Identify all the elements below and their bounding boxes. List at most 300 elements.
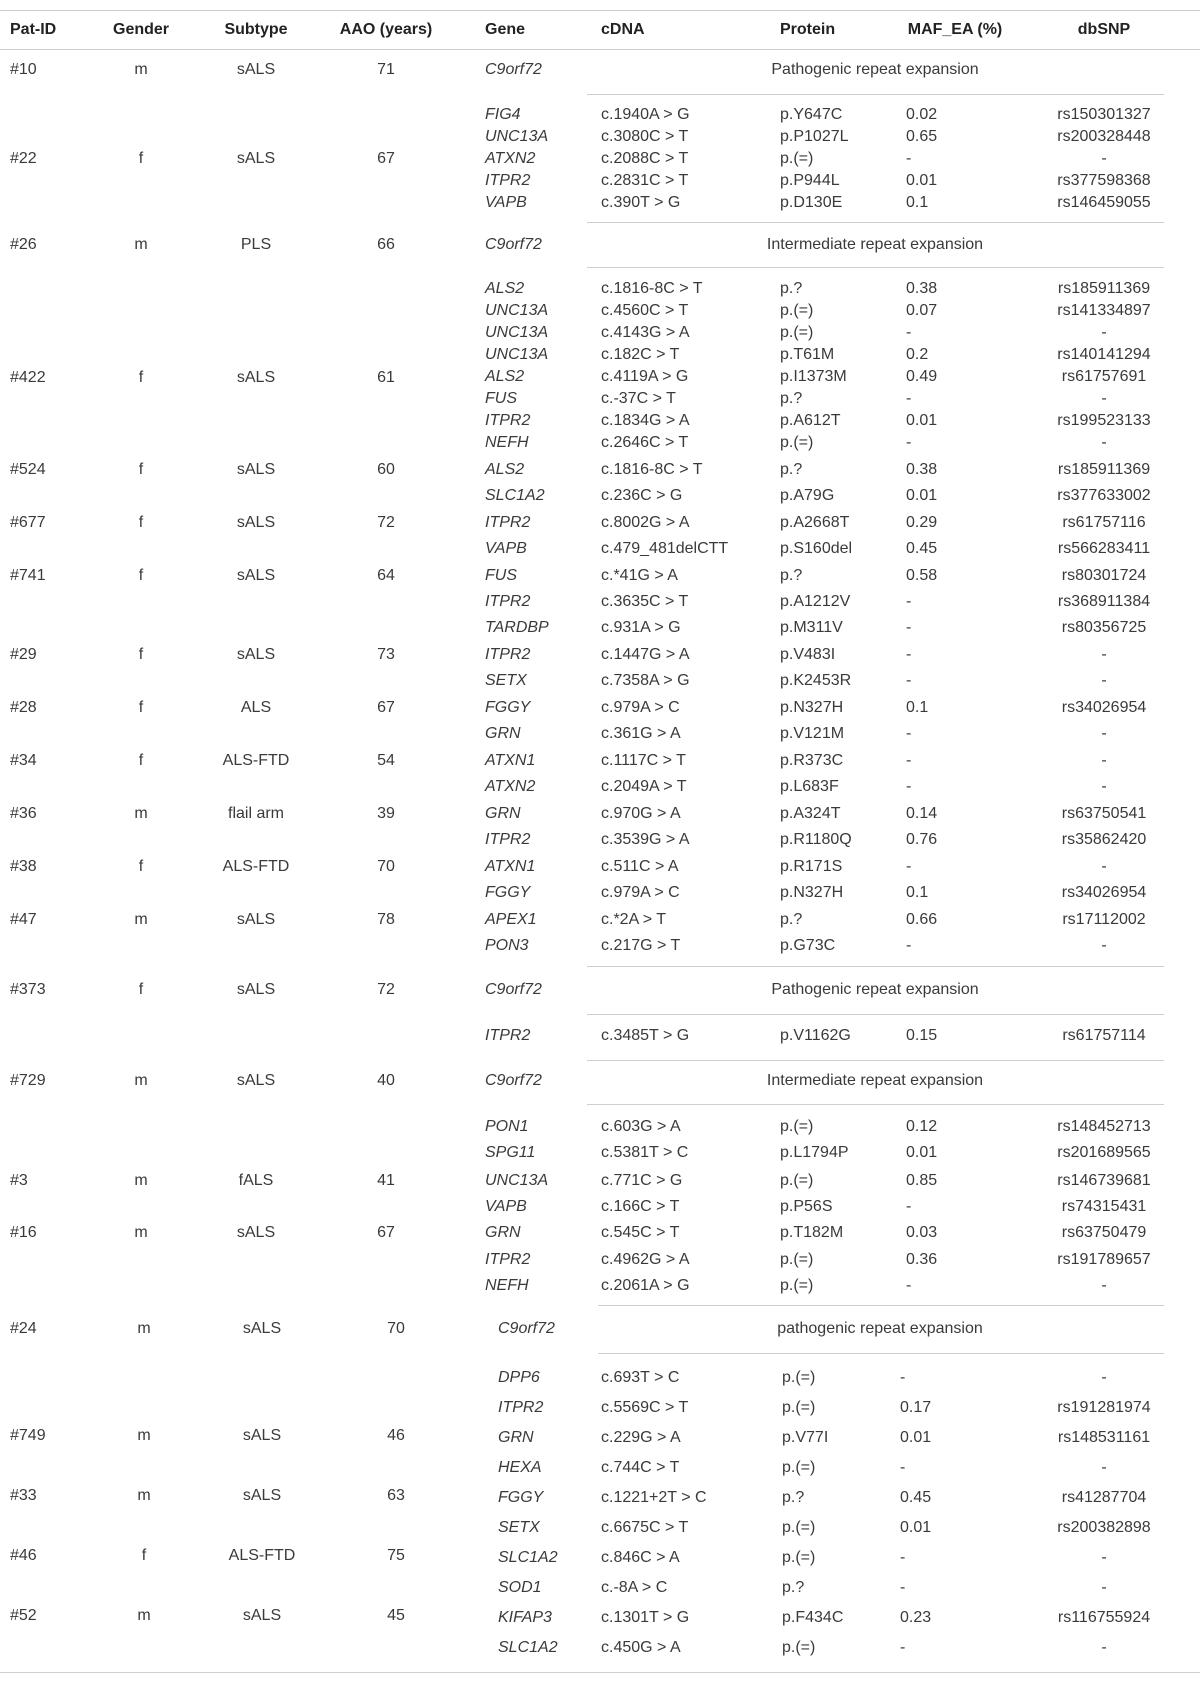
patient-subtype: sALS	[236, 1072, 276, 1089]
variant-protein: p.(=)	[780, 150, 814, 167]
variant-protein: p.L683F	[780, 778, 839, 795]
variant-cdna: c.931A > G	[601, 619, 681, 636]
variant-gene: FUS	[485, 567, 517, 584]
variant-cdna: c.3635C > T	[601, 593, 689, 610]
variant-cdna: c.4143G > A	[601, 324, 690, 341]
variant-protein: p.(=)	[780, 1251, 814, 1268]
variant-cdna: c.7358A > G	[601, 672, 690, 689]
patient-gender: m	[134, 805, 148, 822]
patient-subtype: ALS	[240, 699, 272, 716]
variant-cdna: c.771C > G	[601, 1172, 683, 1189]
variant-maf: 0.23	[900, 1609, 932, 1626]
column-header: Gender	[112, 21, 170, 38]
variant-maf: 0.2	[906, 346, 929, 363]
patient-subtype: sALS	[236, 1224, 276, 1241]
patient-subtype: sALS	[236, 981, 276, 998]
column-header: Protein	[780, 21, 836, 38]
patient-id: #3	[10, 1172, 28, 1189]
variant-cdna: c.479_481delCTT	[601, 540, 729, 557]
variant-cdna: c.4560C > T	[601, 302, 689, 319]
variant-protein: p.?	[780, 390, 803, 407]
variant-maf: 0.58	[906, 567, 938, 584]
patient-id: #26	[10, 236, 37, 253]
patient-aao: 75	[387, 1547, 405, 1564]
expansion-gene: C9orf72	[485, 981, 542, 998]
patient-aao: 63	[387, 1487, 405, 1504]
variant-maf: -	[900, 1579, 906, 1596]
variant-gene: APEX1	[485, 911, 537, 928]
variant-maf: 0.01	[906, 1144, 938, 1161]
expansion-rule	[587, 1014, 1164, 1015]
patient-subtype: fALS	[238, 1172, 274, 1189]
patient-aao: 41	[377, 1172, 395, 1189]
variant-protein: p.?	[780, 280, 803, 297]
variant-gene: ITPR2	[498, 1399, 544, 1416]
expansion-rule	[587, 267, 1164, 268]
patient-aao: 72	[377, 514, 395, 531]
patient-id: #741	[10, 567, 46, 584]
variant-gene: SPG11	[485, 1144, 536, 1161]
variant-protein: p.A1212V	[780, 593, 851, 610]
variant-cdna: c.970G > A	[601, 805, 681, 822]
patient-subtype: sALS	[236, 369, 276, 386]
variant-dbsnp: -	[1101, 1277, 1107, 1294]
column-header: Pat-ID	[10, 21, 57, 38]
variant-dbsnp: -	[1101, 324, 1107, 341]
variant-maf: 0.14	[906, 805, 938, 822]
variant-cdna: c.1301T > G	[601, 1609, 690, 1626]
variant-maf: 0.49	[906, 368, 938, 385]
variant-protein: p.?	[782, 1579, 805, 1596]
variant-cdna: c.-37C > T	[601, 390, 676, 407]
variant-cdna: c.217G > T	[601, 937, 681, 954]
column-header: dbSNP	[1077, 21, 1131, 38]
variant-gene: SLC1A2	[498, 1549, 558, 1566]
variant-gene: VAPB	[485, 1198, 527, 1215]
patient-gender: f	[138, 981, 144, 998]
patient-gender: m	[137, 1427, 151, 1444]
variant-maf: 0.45	[906, 540, 938, 557]
variant-protein: p.A79G	[780, 487, 835, 504]
variant-dbsnp: rs146459055	[1057, 194, 1151, 211]
variant-dbsnp: rs17112002	[1062, 911, 1146, 928]
variant-dbsnp: rs377598368	[1057, 172, 1151, 189]
variant-cdna: c.229G > A	[601, 1429, 681, 1446]
variant-dbsnp: rs61757114	[1062, 1027, 1146, 1044]
variant-gene: ITPR2	[485, 172, 531, 189]
variant-dbsnp: rs191281974	[1057, 1399, 1151, 1416]
variant-maf: 0.38	[906, 461, 938, 478]
variant-protein: p.A2668T	[780, 514, 850, 531]
variant-protein: p.M311V	[780, 619, 843, 636]
patient-id: #677	[10, 514, 46, 531]
variant-maf: -	[900, 1639, 906, 1656]
variant-maf: -	[906, 150, 912, 167]
variant-cdna: c.846C > A	[601, 1549, 680, 1566]
variant-cdna: c.2646C > T	[601, 434, 689, 451]
variant-dbsnp: rs140141294	[1057, 346, 1151, 363]
patient-id: #10	[10, 61, 37, 78]
section-rule	[587, 222, 1164, 223]
patient-gender: m	[134, 1172, 148, 1189]
variant-maf: 0.17	[900, 1399, 932, 1416]
variant-dbsnp: -	[1101, 646, 1107, 663]
patient-gender: m	[134, 1224, 148, 1241]
variant-dbsnp: rs80356725	[1061, 619, 1147, 636]
patient-subtype: ALS-FTD	[222, 752, 290, 769]
variant-gene: SLC1A2	[498, 1639, 558, 1656]
patient-subtype: sALS	[242, 1320, 282, 1337]
patient-id: #33	[10, 1487, 37, 1504]
variant-protein: p.I1373M	[780, 368, 847, 385]
variant-dbsnp: rs80301724	[1061, 567, 1147, 584]
variant-gene: ATXN1	[485, 752, 536, 769]
patient-gender: m	[134, 61, 148, 78]
variant-gene: UNC13A	[485, 1172, 549, 1189]
variant-gene: TARDBP	[485, 619, 549, 636]
variant-cdna: c.2088C > T	[601, 150, 689, 167]
variant-protein: p.(=)	[782, 1549, 816, 1566]
variant-gene: FGGY	[485, 884, 531, 901]
variant-maf: 0.66	[906, 911, 938, 928]
patient-gender: f	[138, 567, 144, 584]
patient-id: #373	[10, 981, 46, 998]
variant-dbsnp: rs34026954	[1061, 699, 1147, 716]
variant-gene: UNC13A	[485, 128, 549, 145]
patient-id: #22	[10, 150, 37, 167]
patient-gender: m	[137, 1487, 151, 1504]
patient-aao: 45	[387, 1607, 405, 1624]
expansion-gene: C9orf72	[485, 236, 542, 253]
variant-protein: p.R171S	[780, 858, 843, 875]
variant-protein: p.N327H	[780, 699, 844, 716]
variant-cdna: c.2831C > T	[601, 172, 689, 189]
expansion-gene: C9orf72	[485, 1072, 542, 1089]
patient-id: #36	[10, 805, 37, 822]
variant-dbsnp: rs61757691	[1061, 368, 1147, 385]
patient-aao: 72	[377, 981, 395, 998]
variant-maf: -	[906, 593, 912, 610]
variant-maf: -	[906, 390, 912, 407]
variant-gene: FGGY	[485, 699, 531, 716]
variant-dbsnp: -	[1101, 1549, 1107, 1566]
variant-dbsnp: -	[1101, 752, 1107, 769]
patient-aao: 71	[377, 61, 395, 78]
patient-gender: f	[138, 699, 144, 716]
variant-cdna: c.166C > T	[601, 1198, 680, 1215]
variant-protein: p.R373C	[780, 752, 844, 769]
variant-cdna: c.979A > C	[601, 884, 680, 901]
variant-dbsnp: -	[1101, 937, 1107, 954]
patient-gender: m	[137, 1320, 151, 1337]
variant-protein: p.(=)	[780, 1118, 814, 1135]
variant-maf: -	[906, 937, 912, 954]
variant-cdna: c.744C > T	[601, 1459, 680, 1476]
variant-dbsnp: rs150301327	[1057, 106, 1151, 123]
variant-cdna: c.2061A > G	[601, 1277, 690, 1294]
patient-subtype: sALS	[242, 1427, 282, 1444]
section-rule	[587, 1060, 1164, 1061]
patient-gender: f	[138, 461, 144, 478]
variant-protein: p.R1180Q	[780, 831, 852, 848]
column-header: cDNA	[601, 21, 645, 38]
variant-cdna: c.1816-8C > T	[601, 280, 703, 297]
patient-aao: 67	[377, 699, 395, 716]
patient-gender: f	[138, 369, 144, 386]
patient-id: #46	[10, 1547, 37, 1564]
variant-dbsnp: -	[1101, 725, 1107, 742]
variant-cdna: c.*2A > T	[601, 911, 667, 928]
variant-dbsnp: rs63750479	[1061, 1224, 1147, 1241]
variant-cdna: c.511C > A	[601, 858, 679, 875]
patient-subtype: sALS	[236, 461, 276, 478]
variant-maf: 0.12	[906, 1118, 938, 1135]
variant-gene: GRN	[498, 1429, 534, 1446]
patient-gender: m	[134, 236, 148, 253]
variant-maf: 0.07	[906, 302, 938, 319]
variant-maf: 0.01	[906, 412, 938, 429]
table-top-rule	[0, 10, 1200, 11]
patient-id: #24	[10, 1320, 37, 1337]
variant-cdna: c.1447G > A	[601, 646, 690, 663]
variant-gene: ITPR2	[485, 514, 531, 531]
patient-id: #524	[10, 461, 46, 478]
patient-subtype: PLS	[240, 236, 272, 253]
variant-gene: ITPR2	[485, 1251, 531, 1268]
variant-cdna: c.*41G > A	[601, 567, 678, 584]
variant-maf: 0.76	[906, 831, 938, 848]
variant-maf: -	[906, 725, 912, 742]
variant-dbsnp: rs199523133	[1057, 412, 1151, 429]
patient-aao: 39	[377, 805, 395, 822]
variant-cdna: c.1221+2T > C	[601, 1489, 707, 1506]
variant-protein: p.?	[780, 911, 803, 928]
variant-dbsnp: rs63750541	[1061, 805, 1147, 822]
variant-maf: 0.15	[906, 1027, 938, 1044]
variant-gene: UNC13A	[485, 324, 549, 341]
variant-protein: p.T182M	[780, 1224, 844, 1241]
patient-aao: 60	[377, 461, 395, 478]
patient-gender: f	[138, 752, 144, 769]
variant-maf: 0.03	[906, 1224, 938, 1241]
variant-gene: ITPR2	[485, 1027, 531, 1044]
patient-aao: 66	[377, 236, 395, 253]
variant-gene: UNC13A	[485, 302, 549, 319]
variant-dbsnp: rs61757116	[1062, 514, 1146, 531]
variant-gene: HEXA	[498, 1459, 542, 1476]
variant-maf: 0.45	[900, 1489, 932, 1506]
section-rule	[598, 1305, 1164, 1306]
expansion-description: Intermediate repeat expansion	[766, 236, 984, 253]
variant-protein: p.?	[780, 461, 803, 478]
variant-protein: p.(=)	[780, 1277, 814, 1294]
expansion-rule	[587, 94, 1164, 95]
patient-aao: 64	[377, 567, 395, 584]
variant-dbsnp: rs200382898	[1057, 1519, 1151, 1536]
variant-maf: 0.01	[900, 1519, 932, 1536]
variant-cdna: c.390T > G	[601, 194, 681, 211]
variant-gene: KIFAP3	[498, 1609, 552, 1626]
patient-aao: 40	[377, 1072, 395, 1089]
patient-gender: f	[138, 858, 144, 875]
variant-cdna: c.3539G > A	[601, 831, 690, 848]
expansion-description: Intermediate repeat expansion	[766, 1072, 984, 1089]
patient-id: #729	[10, 1072, 46, 1089]
variant-maf: 0.1	[906, 884, 929, 901]
variant-dbsnp: -	[1101, 1459, 1107, 1476]
variant-protein: p.(=)	[782, 1369, 816, 1386]
variant-maf: 0.36	[906, 1251, 938, 1268]
variant-cdna: c.1940A > G	[601, 106, 690, 123]
patient-subtype: sALS	[242, 1607, 282, 1624]
patient-id: #52	[10, 1607, 37, 1624]
table-bottom-rule	[0, 1672, 1200, 1673]
patient-gender: m	[137, 1607, 151, 1624]
variant-gene: ALS2	[485, 280, 525, 297]
variant-dbsnp: rs185911369	[1057, 461, 1151, 478]
variant-protein: p.L1794P	[780, 1144, 849, 1161]
variant-maf: -	[906, 434, 912, 451]
variant-protein: p.V121M	[780, 725, 845, 742]
patient-subtype: sALS	[236, 911, 276, 928]
variant-protein: p.?	[780, 567, 803, 584]
variant-gene: FIG4	[485, 106, 521, 123]
variant-gene: PON3	[485, 937, 529, 954]
variant-gene: GRN	[485, 1224, 521, 1241]
variant-cdna: c.4119A > G	[601, 368, 689, 385]
variant-maf: 0.65	[906, 128, 938, 145]
column-header: AAO (years)	[339, 21, 433, 38]
column-header: Subtype	[224, 21, 288, 38]
variant-dbsnp: rs148531161	[1057, 1429, 1151, 1446]
variant-gene: SOD1	[498, 1579, 542, 1596]
variant-gene: VAPB	[485, 194, 527, 211]
variant-dbsnp: rs566283411	[1057, 540, 1151, 557]
variant-maf: 0.01	[906, 487, 938, 504]
patient-id: #28	[10, 699, 37, 716]
variant-gene: ITPR2	[485, 831, 531, 848]
variant-protein: p.A324T	[780, 805, 841, 822]
variant-cdna: c.603G > A	[601, 1118, 681, 1135]
variant-dbsnp: rs368911384	[1057, 593, 1151, 610]
variant-maf: -	[906, 672, 912, 689]
variant-maf: 0.29	[906, 514, 938, 531]
variant-gene: ITPR2	[485, 412, 531, 429]
patient-aao: 54	[377, 752, 395, 769]
patient-id: #34	[10, 752, 37, 769]
variant-dbsnp: rs141334897	[1057, 302, 1151, 319]
variant-protein: p.T61M	[780, 346, 835, 363]
variant-cdna: c.979A > C	[601, 699, 680, 716]
variant-dbsnp: rs34026954	[1061, 884, 1147, 901]
variant-maf: -	[900, 1549, 906, 1566]
patient-aao: 78	[377, 911, 395, 928]
variant-protein: p.Y647C	[780, 106, 843, 123]
expansion-rule	[598, 1353, 1164, 1354]
patient-subtype: sALS	[236, 567, 276, 584]
variant-cdna: c.6675C > T	[601, 1519, 689, 1536]
variant-gene: FGGY	[498, 1489, 544, 1506]
variant-maf: -	[906, 646, 912, 663]
variant-protein: p.V1162G	[780, 1027, 851, 1044]
patient-gender: f	[138, 646, 144, 663]
patient-gender: f	[141, 1547, 147, 1564]
variant-maf: -	[906, 858, 912, 875]
variant-dbsnp: -	[1101, 858, 1107, 875]
patient-id: #16	[10, 1224, 37, 1241]
variant-cdna: c.4962G > A	[601, 1251, 690, 1268]
variant-dbsnp: rs191789657	[1057, 1251, 1151, 1268]
variant-maf: 0.85	[906, 1172, 938, 1189]
patient-subtype: ALS-FTD	[228, 1547, 296, 1564]
variant-protein: p.(=)	[780, 434, 814, 451]
patient-subtype: sALS	[236, 61, 276, 78]
variant-gene: ATXN2	[485, 150, 536, 167]
section-rule	[587, 966, 1164, 967]
variant-protein: p.(=)	[782, 1639, 816, 1656]
column-header: Gene	[485, 21, 526, 38]
variant-dbsnp: rs74315431	[1061, 1198, 1147, 1215]
variant-protein: p.K2453R	[780, 672, 852, 689]
variant-protein: p.A612T	[780, 412, 841, 429]
variant-dbsnp: rs146739681	[1057, 1172, 1151, 1189]
variant-dbsnp: -	[1101, 150, 1107, 167]
variant-maf: 0.38	[906, 280, 938, 297]
patient-aao: 61	[377, 369, 395, 386]
variant-cdna: c.236C > G	[601, 487, 683, 504]
variant-gene: GRN	[485, 805, 521, 822]
variant-protein: p.(=)	[780, 324, 814, 341]
patient-id: #47	[10, 911, 37, 928]
variant-protein: p.V77I	[782, 1429, 829, 1446]
variant-gene: ATXN2	[485, 778, 536, 795]
variant-dbsnp: rs35862420	[1061, 831, 1147, 848]
variant-cdna: c.182C > T	[601, 346, 680, 363]
variant-cdna: c.-8A > C	[601, 1579, 668, 1596]
header-rule	[0, 49, 1200, 50]
variant-maf: -	[906, 1198, 912, 1215]
patient-aao: 67	[377, 1224, 395, 1241]
patient-gender: f	[138, 514, 144, 531]
variant-maf: 0.1	[906, 699, 929, 716]
variant-gene: ALS2	[485, 368, 525, 385]
patient-subtype: sALS	[242, 1487, 282, 1504]
variant-protein: p.S160del	[780, 540, 853, 557]
expansion-description: Pathogenic repeat expansion	[771, 981, 979, 998]
variant-dbsnp: rs201689565	[1057, 1144, 1151, 1161]
variant-gene: VAPB	[485, 540, 527, 557]
variant-maf: 0.01	[900, 1429, 932, 1446]
variant-protein: p.(=)	[780, 1172, 814, 1189]
variant-protein: p.P944L	[780, 172, 840, 189]
variant-cdna: c.1117C > T	[601, 752, 686, 769]
variant-protein: p.(=)	[782, 1459, 816, 1476]
column-header: MAF_EA (%)	[907, 21, 1003, 38]
variant-gene: ITPR2	[485, 646, 531, 663]
variant-gene: DPP6	[498, 1369, 540, 1386]
patient-subtype: sALS	[236, 514, 276, 531]
variant-gene: PON1	[485, 1118, 529, 1135]
patient-id: #422	[10, 369, 46, 386]
variant-protein: p.D130E	[780, 194, 843, 211]
expansion-description: pathogenic repeat expansion	[777, 1320, 983, 1337]
variant-gene: GRN	[485, 725, 521, 742]
variant-cdna: c.2049A > T	[601, 778, 687, 795]
patient-gender: m	[134, 911, 148, 928]
expansion-description: Pathogenic repeat expansion	[771, 61, 979, 78]
patient-aao: 67	[377, 150, 395, 167]
variant-dbsnp: rs185911369	[1057, 280, 1151, 297]
